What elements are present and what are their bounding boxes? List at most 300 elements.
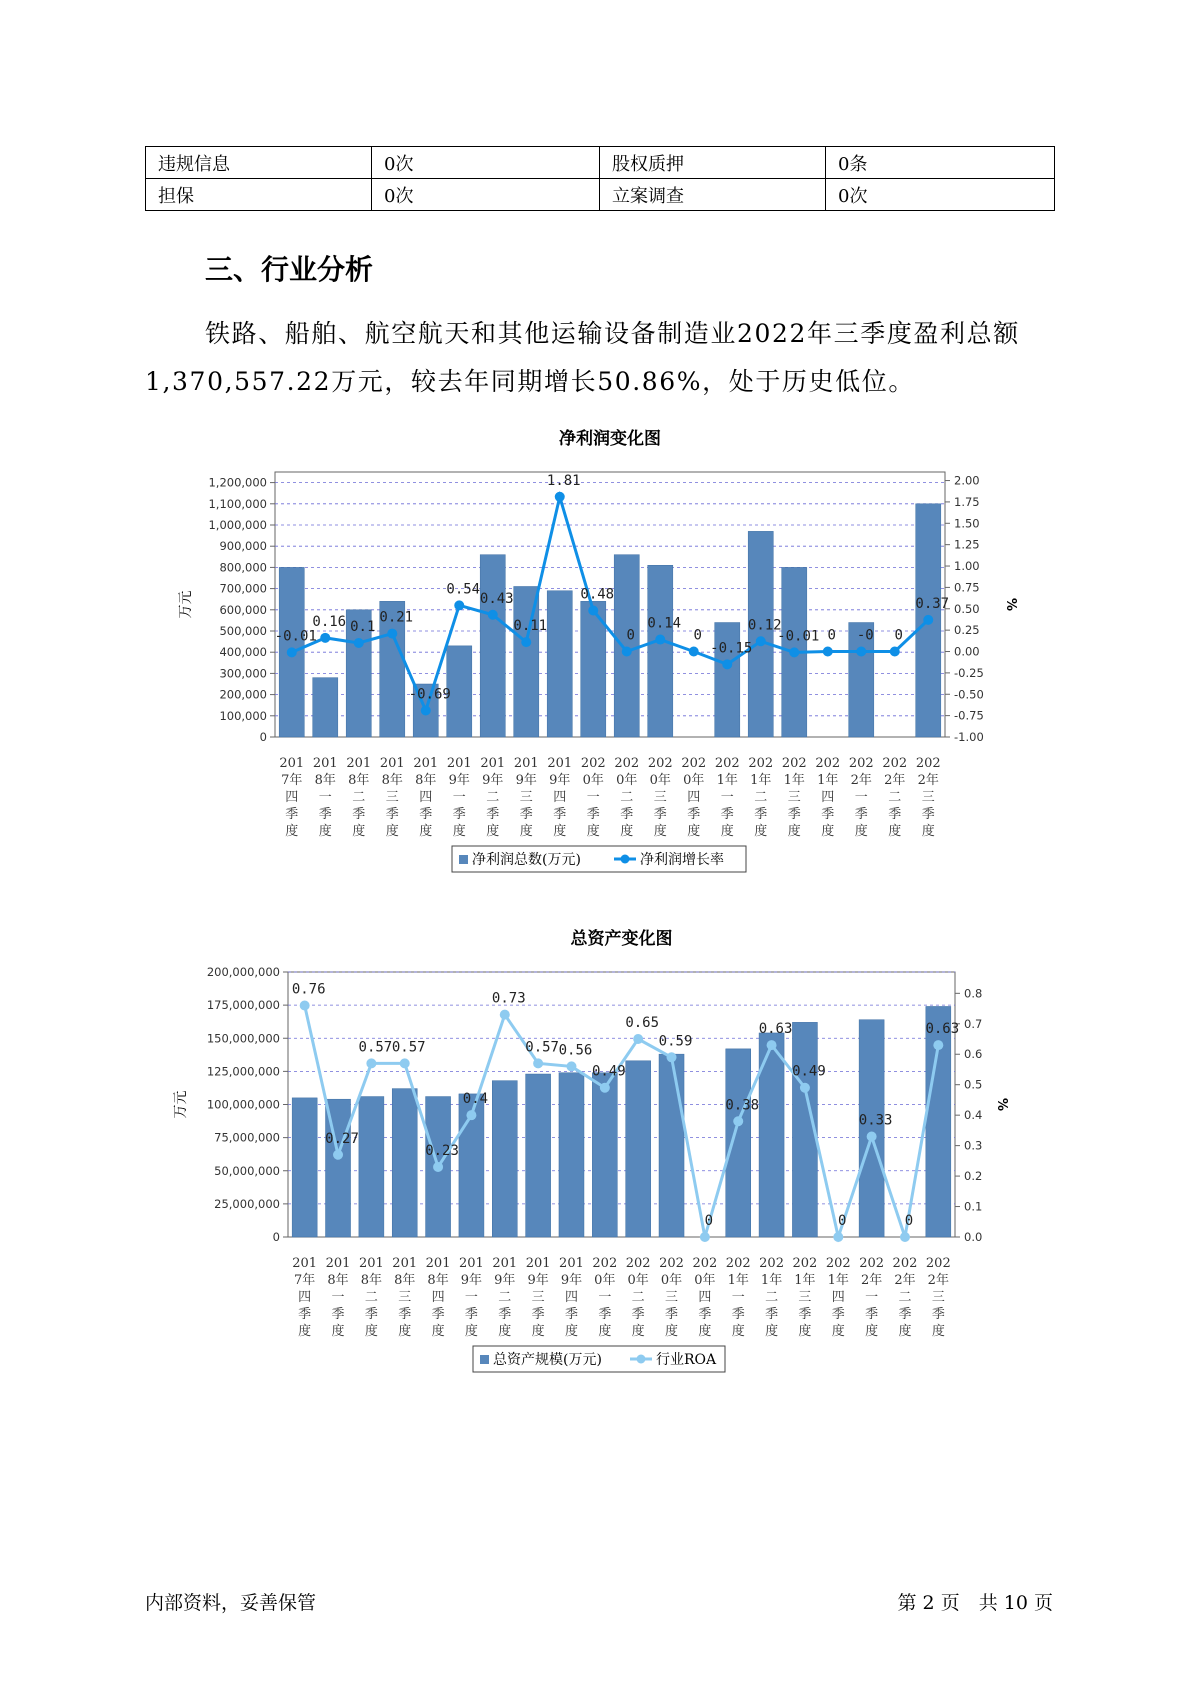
- data-label: -0.01: [274, 628, 317, 645]
- x-tick-label: 四: [553, 790, 567, 805]
- x-tick-label: 度: [352, 824, 366, 839]
- x-tick-label: 度: [731, 1324, 745, 1339]
- x-tick-label: 1年: [716, 773, 738, 788]
- x-tick-label: 季: [318, 807, 332, 822]
- x-tick-label: 二: [364, 1290, 378, 1305]
- plot-area: [275, 472, 945, 737]
- x-tick-label: 202: [792, 1256, 818, 1271]
- x-tick-label: 202: [915, 756, 941, 771]
- line-point: [588, 605, 598, 615]
- right-tick-label: 0.2: [964, 1169, 983, 1184]
- line-point: [800, 1083, 810, 1093]
- x-tick-label: 度: [921, 824, 935, 839]
- line-point: [667, 1052, 677, 1062]
- left-tick-label: 100,000: [219, 708, 267, 723]
- table-cell: 股权质押: [600, 147, 826, 179]
- line-point: [756, 636, 766, 646]
- x-tick-label: 季: [754, 807, 768, 822]
- chart-title: 总资产变化图: [570, 929, 673, 949]
- bar: [492, 1081, 517, 1237]
- x-tick-label: 一: [464, 1290, 478, 1305]
- x-tick-label: 季: [687, 807, 701, 822]
- data-label: 0: [838, 1213, 847, 1229]
- bar: [648, 565, 673, 737]
- x-tick-label: 季: [531, 1307, 545, 1322]
- x-tick-label: 二: [631, 1290, 645, 1305]
- legend-label: 行业ROA: [656, 1352, 717, 1368]
- data-label: 0.27: [325, 1130, 359, 1147]
- right-tick-label: 0.4: [964, 1108, 983, 1123]
- x-tick-label: 度: [653, 824, 667, 839]
- right-tick-label: 0.3: [964, 1138, 983, 1153]
- info-table: [145, 146, 1055, 211]
- legend-swatch-point: [637, 1355, 646, 1364]
- bar: [614, 555, 639, 737]
- x-tick-label: 201: [279, 756, 305, 771]
- data-label: 0.54: [446, 581, 481, 598]
- x-tick-label: 度: [687, 824, 701, 839]
- line-point: [533, 1058, 543, 1068]
- x-tick-label: 202: [825, 1256, 851, 1271]
- left-tick-label: 100,000,000: [206, 1097, 280, 1112]
- x-tick-label: 三: [519, 790, 533, 805]
- x-tick-label: 度: [865, 1324, 879, 1339]
- data-label: 0.1: [350, 618, 376, 635]
- x-tick-label: 9年: [494, 1273, 516, 1288]
- bar: [626, 1061, 651, 1237]
- x-tick-label: 度: [888, 824, 902, 839]
- x-tick-label: 度: [698, 1324, 712, 1339]
- x-tick-label: 季: [888, 807, 902, 822]
- x-tick-label: 201: [446, 756, 472, 771]
- data-label: 0.57: [358, 1039, 393, 1056]
- line-point: [767, 1040, 777, 1050]
- line-point: [421, 706, 431, 716]
- bar: [526, 1074, 551, 1237]
- x-tick-label: 8年: [348, 773, 370, 788]
- right-tick-label: 1.00: [954, 559, 980, 574]
- right-tick-label: 2.00: [954, 473, 980, 488]
- left-tick-label: 25,000,000: [214, 1196, 280, 1211]
- x-tick-label: 二: [352, 790, 366, 805]
- right-tick-label: 0.1: [964, 1199, 983, 1214]
- x-tick-label: 201: [379, 756, 405, 771]
- x-tick-label: 度: [431, 1324, 445, 1339]
- line-point: [300, 1001, 310, 1011]
- bar: [726, 1049, 751, 1237]
- x-tick-label: 1年: [783, 773, 805, 788]
- x-tick-label: 季: [452, 807, 466, 822]
- x-tick-label: 度: [364, 1324, 378, 1339]
- table-cell: 0次: [372, 147, 600, 179]
- x-tick-label: 202: [748, 756, 774, 771]
- total-assets-chart: [0, 920, 1191, 1390]
- line-point: [555, 492, 565, 502]
- x-tick-label: 一: [331, 1290, 345, 1305]
- data-label: 0.48: [580, 586, 615, 603]
- x-tick-label: 202: [659, 1256, 684, 1271]
- line-point: [655, 635, 665, 645]
- x-tick-label: 202: [580, 756, 606, 771]
- data-label: 0.38: [725, 1097, 760, 1114]
- x-tick-label: 1年: [794, 1273, 816, 1288]
- data-label: 0.59: [658, 1033, 693, 1050]
- line-point: [722, 659, 732, 669]
- left-tick-label: 1,000,000: [208, 518, 267, 532]
- x-tick-label: 202: [647, 756, 673, 771]
- legend-swatch-bar: [459, 855, 468, 864]
- line-point: [354, 638, 364, 648]
- data-label: 0: [904, 1213, 914, 1229]
- bar: [292, 1098, 317, 1237]
- left-tick-label: 0: [259, 730, 267, 744]
- data-label: 0.4: [462, 1091, 489, 1108]
- x-tick-label: 202: [714, 756, 740, 771]
- x-tick-label: 四: [687, 790, 701, 805]
- left-tick-label: 200,000: [219, 687, 267, 702]
- legend-label: 净利润增长率: [640, 852, 724, 868]
- x-tick-label: 四: [564, 1290, 578, 1305]
- x-tick-label: 8年: [415, 773, 437, 788]
- x-tick-label: 度: [586, 824, 600, 839]
- x-tick-label: 度: [798, 1324, 812, 1339]
- x-tick-label: 二: [498, 1290, 512, 1305]
- x-tick-label: 季: [519, 807, 533, 822]
- data-label: 0.49: [792, 1063, 826, 1080]
- left-tick-label: 175,000,000: [206, 998, 280, 1013]
- left-tick-label: 125,000,000: [206, 1064, 280, 1079]
- data-label: 1.81: [546, 472, 581, 489]
- data-label: -0.69: [408, 686, 451, 703]
- data-label: -0.01: [777, 628, 820, 645]
- x-tick-label: 度: [519, 824, 533, 839]
- x-tick-label: 202: [625, 1256, 651, 1271]
- x-tick-label: 二: [620, 790, 634, 805]
- bar: [480, 555, 505, 737]
- x-tick-label: 度: [452, 824, 466, 839]
- x-tick-label: 四: [821, 790, 835, 805]
- x-tick-label: 度: [498, 1324, 512, 1339]
- x-tick-label: 季: [720, 807, 734, 822]
- x-tick-label: 季: [364, 1307, 378, 1322]
- left-tick-label: 600,000: [219, 602, 267, 617]
- data-label: -0.15: [710, 640, 753, 657]
- page-total: 10: [1003, 1592, 1028, 1614]
- x-tick-label: 三: [921, 790, 935, 805]
- x-tick-label: 度: [898, 1324, 912, 1339]
- x-tick-label: 度: [553, 824, 567, 839]
- x-tick-label: 二: [888, 790, 902, 805]
- x-tick-label: 202: [925, 1256, 951, 1271]
- data-label: 0: [693, 627, 702, 644]
- bar: [392, 1089, 417, 1237]
- right-tick-label: 0.5: [964, 1077, 983, 1092]
- x-tick-label: 二: [765, 1290, 779, 1305]
- x-tick-label: 202: [592, 1256, 618, 1271]
- x-tick-label: 季: [631, 1307, 645, 1322]
- line-point: [500, 1010, 510, 1020]
- table-row: [146, 179, 1055, 211]
- x-tick-label: 四: [431, 1290, 445, 1305]
- right-tick-label: 0.00: [954, 644, 980, 659]
- line-point: [923, 615, 933, 625]
- x-tick-label: 201: [525, 1256, 551, 1271]
- x-tick-label: 度: [419, 824, 433, 839]
- data-label: 0.63: [925, 1021, 960, 1038]
- line-point: [400, 1058, 410, 1068]
- x-tick-label: 三: [665, 1290, 679, 1305]
- x-tick-label: 8年: [381, 773, 403, 788]
- x-tick-label: 度: [398, 1324, 412, 1339]
- data-label: 0: [827, 627, 836, 644]
- right-tick-label: 0.7: [964, 1016, 983, 1031]
- x-tick-label: 2年: [850, 773, 872, 788]
- x-tick-label: 季: [498, 1307, 512, 1322]
- line-point: [633, 1034, 643, 1044]
- x-tick-label: 201: [559, 1256, 584, 1271]
- x-tick-label: 0年: [649, 773, 671, 788]
- page-mid: 页 共: [940, 1592, 998, 1614]
- x-tick-label: 一: [854, 790, 868, 805]
- legend-label: 净利润总数(万元): [472, 852, 581, 868]
- x-tick-label: 度: [385, 824, 399, 839]
- x-tick-label: 四: [298, 1290, 312, 1305]
- left-tick-label: 1,200,000: [208, 475, 267, 490]
- data-label: 0.16: [312, 613, 347, 630]
- x-tick-label: 201: [292, 1256, 318, 1271]
- x-tick-label: 季: [331, 1307, 345, 1322]
- table-cell: 0次: [826, 179, 1055, 211]
- line-point: [933, 1040, 943, 1050]
- x-tick-label: 三: [653, 790, 667, 805]
- x-tick-label: 度: [620, 824, 634, 839]
- line-point: [833, 1232, 843, 1242]
- x-tick-label: 8年: [394, 1273, 416, 1288]
- x-tick-label: 四: [698, 1290, 712, 1305]
- x-tick-label: 季: [698, 1307, 712, 1322]
- data-label: -0: [856, 627, 874, 644]
- x-tick-label: 四: [419, 790, 433, 805]
- data-label: 0.43: [479, 590, 514, 607]
- x-tick-label: 三: [531, 1290, 545, 1305]
- x-tick-label: 二: [898, 1290, 912, 1305]
- x-tick-label: 一: [586, 790, 600, 805]
- x-tick-label: 9年: [515, 773, 537, 788]
- x-tick-label: 度: [831, 1324, 845, 1339]
- x-tick-label: 2年: [894, 1273, 916, 1288]
- data-label: 0.11: [513, 618, 548, 635]
- x-tick-label: 8年: [327, 1273, 349, 1288]
- x-tick-label: 四: [285, 790, 299, 805]
- x-tick-label: 季: [620, 807, 634, 822]
- x-tick-label: 7年: [281, 773, 303, 788]
- bar: [748, 531, 773, 737]
- x-tick-label: 三: [798, 1290, 812, 1305]
- section-heading: 三、行业分析: [205, 253, 374, 286]
- x-tick-label: 8年: [314, 773, 336, 788]
- x-tick-label: 201: [325, 1256, 351, 1271]
- x-tick-label: 季: [898, 1307, 912, 1322]
- data-label: 0.37: [915, 595, 950, 612]
- x-tick-label: 季: [787, 807, 801, 822]
- x-tick-label: 季: [398, 1307, 412, 1322]
- x-tick-label: 201: [513, 756, 539, 771]
- x-tick-label: 季: [285, 807, 299, 822]
- x-tick-label: 201: [346, 756, 372, 771]
- line-point: [287, 647, 297, 657]
- line-point: [867, 1131, 877, 1141]
- x-tick-label: 季: [419, 807, 433, 822]
- table-cell: 0次: [372, 179, 600, 211]
- page-prefix: 第: [897, 1592, 917, 1614]
- right-tick-label: -1.00: [954, 730, 984, 744]
- left-tick-label: 1,100,000: [208, 496, 267, 511]
- legend-swatch-bar: [480, 1355, 489, 1364]
- x-tick-label: 9年: [560, 1273, 583, 1288]
- x-tick-label: 201: [392, 1256, 418, 1271]
- x-tick-label: 2年: [860, 1273, 883, 1288]
- left-tick-label: 75,000,000: [214, 1130, 280, 1145]
- data-label: 0.57: [391, 1039, 426, 1056]
- x-tick-label: 季: [653, 807, 667, 822]
- line-point: [900, 1232, 910, 1242]
- x-tick-label: 季: [431, 1307, 445, 1322]
- line-point: [488, 610, 498, 620]
- data-label: 0.65: [625, 1015, 660, 1032]
- data-label: 0.56: [558, 1042, 593, 1059]
- legend-label: 总资产规模(万元): [493, 1352, 602, 1368]
- page-number: 2: [922, 1592, 935, 1614]
- bar: [592, 1073, 617, 1237]
- right-axis-title: %: [994, 1097, 1009, 1112]
- x-tick-label: 季: [931, 1307, 945, 1322]
- left-tick-label: 700,000: [219, 581, 267, 596]
- x-tick-label: 季: [586, 807, 600, 822]
- data-label: 0.12: [747, 617, 782, 634]
- x-tick-label: 2年: [927, 1273, 949, 1288]
- x-tick-label: 季: [598, 1307, 612, 1322]
- x-tick-label: 一: [318, 790, 332, 805]
- line-point: [700, 1232, 710, 1242]
- x-tick-label: 1年: [750, 773, 772, 788]
- x-tick-label: 季: [464, 1307, 478, 1322]
- data-label: 0: [894, 627, 903, 644]
- left-axis-title: 万元: [173, 1090, 189, 1119]
- line-point: [733, 1116, 743, 1126]
- x-tick-label: 0年: [582, 773, 604, 788]
- left-tick-label: 400,000: [219, 645, 267, 660]
- x-tick-label: 1年: [760, 1273, 783, 1288]
- footer-note: 内部资料，妥善保管: [145, 1592, 317, 1614]
- data-label: 0.73: [491, 990, 526, 1007]
- x-tick-label: 202: [759, 1256, 784, 1271]
- x-tick-label: 度: [285, 824, 299, 839]
- x-tick-label: 一: [720, 790, 734, 805]
- bar: [313, 678, 338, 737]
- x-tick-label: 0年: [660, 1273, 683, 1288]
- x-tick-label: 二: [754, 790, 768, 805]
- bar: [359, 1097, 384, 1237]
- x-tick-label: 三: [398, 1290, 412, 1305]
- data-label: 0.14: [647, 615, 682, 632]
- chart-title: 净利润变化图: [559, 429, 661, 449]
- left-tick-label: 150,000,000: [206, 1031, 280, 1046]
- page-indicator: [897, 1588, 1053, 1615]
- page-suffix: 页: [1033, 1592, 1053, 1614]
- data-label: 0.23: [425, 1142, 459, 1159]
- table-cell: 担保: [146, 179, 372, 211]
- data-label: 0.76: [291, 981, 326, 998]
- data-label: 0: [626, 627, 635, 644]
- x-tick-label: 度: [531, 1324, 545, 1339]
- line-point: [333, 1150, 343, 1160]
- x-tick-label: 201: [425, 1256, 451, 1271]
- right-tick-label: 1.25: [954, 537, 980, 552]
- right-tick-label: 0.8: [964, 986, 983, 1001]
- x-tick-label: 7年: [294, 1273, 316, 1288]
- x-tick-label: 202: [882, 756, 908, 771]
- x-tick-label: 9年: [460, 1273, 483, 1288]
- x-tick-label: 一: [452, 790, 466, 805]
- left-tick-label: 300,000: [219, 666, 267, 681]
- x-tick-label: 9年: [527, 1273, 549, 1288]
- x-tick-label: 度: [486, 824, 500, 839]
- bar: [547, 591, 572, 737]
- table-cell: 违规信息: [146, 147, 372, 179]
- right-axis-title: %: [1003, 597, 1018, 612]
- x-tick-label: 8年: [360, 1273, 383, 1288]
- line-point: [454, 600, 464, 610]
- data-label: 0.63: [758, 1021, 793, 1038]
- right-tick-label: 1.75: [954, 494, 980, 509]
- line-point: [689, 647, 699, 657]
- section-paragraph: 铁路、船舶、航空航天和其他运输设备制造业2022年三季度盈利总额1,370,557.22万元，较去年同期增长50.86%，处于历史低位。: [145, 319, 1020, 396]
- x-tick-label: 度: [754, 824, 768, 839]
- x-tick-label: 季: [665, 1307, 679, 1322]
- x-tick-label: 201: [492, 1256, 518, 1271]
- line-point: [320, 633, 330, 643]
- line-point: [387, 629, 397, 639]
- x-tick-label: 季: [385, 807, 399, 822]
- right-tick-label: 0.25: [954, 623, 980, 638]
- data-label: 0.21: [379, 609, 414, 626]
- x-tick-label: 9年: [549, 773, 571, 788]
- x-tick-label: 9年: [482, 773, 504, 788]
- x-tick-label: 三: [787, 790, 801, 805]
- x-tick-label: 度: [765, 1324, 779, 1339]
- x-tick-label: 度: [631, 1324, 645, 1339]
- x-tick-label: 三: [385, 790, 399, 805]
- x-tick-label: 0年: [683, 773, 705, 788]
- left-axis-title: 万元: [178, 590, 194, 619]
- right-tick-label: -0.25: [954, 665, 984, 680]
- line-point: [366, 1058, 376, 1068]
- right-tick-label: 0.75: [954, 580, 980, 595]
- x-tick-label: 季: [921, 807, 935, 822]
- table-cell: 立案调查: [600, 179, 826, 211]
- line-point: [890, 647, 900, 657]
- left-tick-label: 200,000,000: [206, 965, 280, 979]
- x-tick-label: 度: [464, 1324, 478, 1339]
- left-tick-label: 800,000: [219, 560, 267, 575]
- x-tick-label: 201: [459, 1256, 484, 1271]
- x-tick-label: 季: [765, 1307, 779, 1322]
- x-tick-label: 度: [854, 824, 868, 839]
- x-tick-label: 202: [692, 1256, 718, 1271]
- x-tick-label: 202: [614, 756, 640, 771]
- x-tick-label: 202: [781, 756, 807, 771]
- x-tick-label: 一: [598, 1290, 612, 1305]
